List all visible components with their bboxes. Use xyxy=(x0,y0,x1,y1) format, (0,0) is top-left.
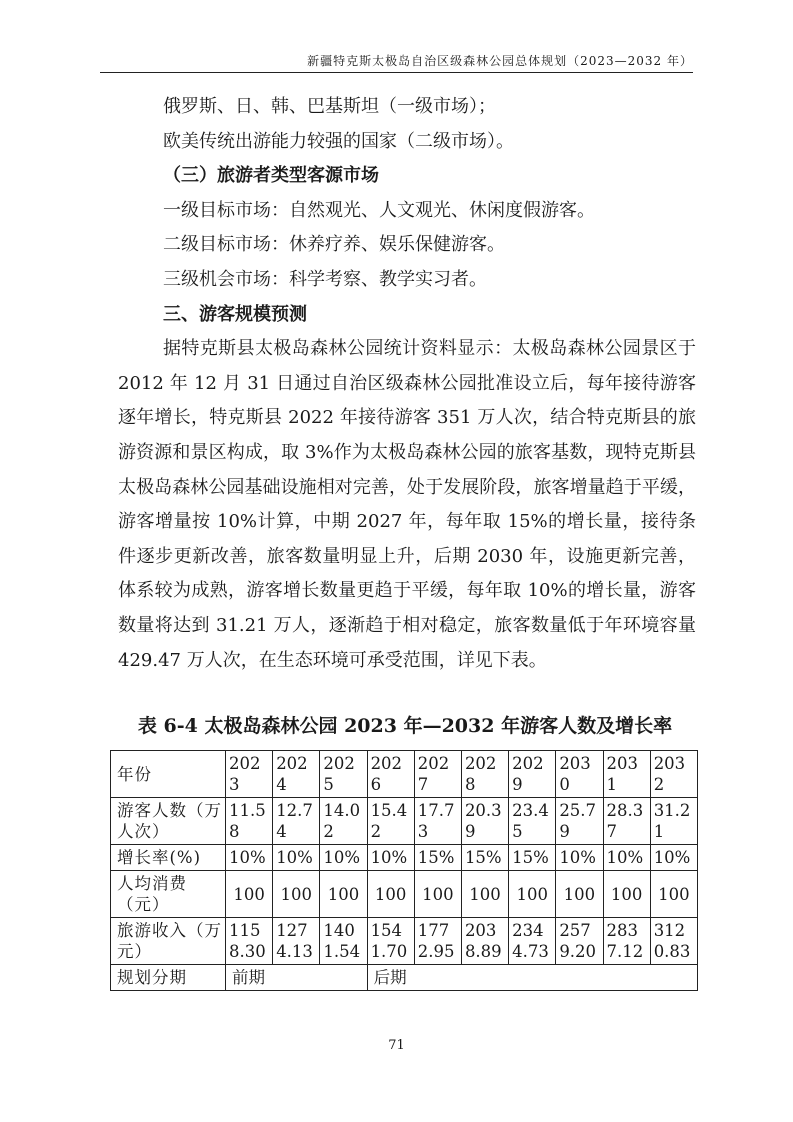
row-year xyxy=(111,751,698,798)
table-cell: 2031 xyxy=(603,751,650,798)
table-cell: 10% xyxy=(367,845,414,871)
table-cell: 100 xyxy=(320,871,367,918)
table-cell: 100 xyxy=(603,871,650,918)
table-cell: 100 xyxy=(226,871,273,918)
row-tourism-revenue xyxy=(111,918,698,965)
table-cell: 100 xyxy=(414,871,461,918)
forecast-paragraph: 据特克斯县太极岛森林公园统计资料显示：太极岛森林公园景区于 2012 年 12 月 31 日通过自治区级森林公园批准设立后，每年接待游客逐年增长，特克斯县 2022 年接待游客 351 万人次，结合特克斯县的旅游资源和景区构成，取 3%作为太极岛森林公园的旅客基数，现特克斯县太极岛森林公园基础设施相对完善，处于发展阶段，旅客增量趋于平缓，游客增量按 10%计算，中期 2027 年，每年取 15%的增长量，接待条件逐步更新改善，旅客数量明显上升，后期 2030 年，设施更新完善，体系较为成熟，游客增长数量更趋于平缓，每年取 10%的增长量，游客数量将达到 31.21 万人，逐渐趋于相对稳定，旅客数量低于年环境容量 429.47 万人次，在生态环境可承受范围，详见下表。 xyxy=(118,338,696,671)
row-per-capita-spending xyxy=(111,871,698,918)
row-planning-period xyxy=(111,965,698,991)
table-cell: 10% xyxy=(273,845,320,871)
table-cell: 100 xyxy=(461,871,508,918)
page-body xyxy=(118,90,696,678)
table-cell: 2023 xyxy=(226,751,273,798)
table-cell: 2030 xyxy=(556,751,603,798)
table-cell: 15% xyxy=(414,845,461,871)
table-cell: 10% xyxy=(603,845,650,871)
section-heading-forecast: 三、游客规模预测 xyxy=(163,303,307,325)
table-cell: 100 xyxy=(509,871,556,918)
table-cell: 1541.70 xyxy=(367,918,414,965)
table-cell: 2026 xyxy=(367,751,414,798)
period-early-cell: 前期 xyxy=(226,965,368,991)
table-cell: 2028 xyxy=(461,751,508,798)
table-cell: 10% xyxy=(320,845,367,871)
list-item-second-target: 二级目标市场：休养疗养、娱乐保健游客。 xyxy=(163,234,505,256)
table-cell: 15% xyxy=(461,845,508,871)
section-heading-tourist-type: （三）旅游者类型客源市场 xyxy=(163,165,379,187)
table-cell: 11.58 xyxy=(226,798,273,845)
table-cell: 23.45 xyxy=(509,798,556,845)
row-growth-rate xyxy=(111,845,698,871)
row-label: 游客人数（万人次） xyxy=(111,798,226,845)
table-cell: 2025 xyxy=(320,751,367,798)
row-label: 人均消费（元） xyxy=(111,871,226,918)
table-cell: 28.37 xyxy=(603,798,650,845)
paragraph-primary-market: 俄罗斯、日、韩、巴基斯坦（一级市场）； xyxy=(163,96,496,117)
list-item-first-target: 一级目标市场：自然观光、人文观光、休闲度假游客。 xyxy=(163,199,595,221)
table-cell: 15.42 xyxy=(367,798,414,845)
table-cell: 14.02 xyxy=(320,798,367,845)
row-label: 旅游收入（万元） xyxy=(111,918,226,965)
list-item-third-opportunity: 三级机会市场：科学考察、教学实习者。 xyxy=(163,268,487,290)
table-cell: 10% xyxy=(226,845,273,871)
table-cell: 2027 xyxy=(414,751,461,798)
table-cell: 2038.89 xyxy=(461,918,508,965)
visitor-forecast-table xyxy=(110,750,698,991)
row-label: 年份 xyxy=(111,751,226,798)
table-cell: 100 xyxy=(556,871,603,918)
table-cell: 100 xyxy=(650,871,697,918)
table-cell: 100 xyxy=(273,871,320,918)
table-cell: 25.79 xyxy=(556,798,603,845)
table-cell: 15% xyxy=(509,845,556,871)
table-cell: 20.39 xyxy=(461,798,508,845)
table-cell: 1401.54 xyxy=(320,918,367,965)
table-cell: 2837.12 xyxy=(603,918,650,965)
page-number: 71 xyxy=(388,1038,405,1053)
row-label: 规划分期 xyxy=(111,965,226,991)
table-cell: 2032 xyxy=(650,751,697,798)
row-visitors xyxy=(111,798,698,845)
table-cell: 12.74 xyxy=(273,798,320,845)
table-cell: 3120.83 xyxy=(650,918,697,965)
paragraph-secondary-market: 欧美传统出游能力较强的国家（二级市场）。 xyxy=(163,130,514,152)
table-cell: 10% xyxy=(650,845,697,871)
table-cell: 2344.73 xyxy=(509,918,556,965)
table-cell: 2024 xyxy=(273,751,320,798)
table-cell: 10% xyxy=(556,845,603,871)
header-rule xyxy=(100,72,693,73)
table-cell: 17.73 xyxy=(414,798,461,845)
table-cell: 31.21 xyxy=(650,798,697,845)
table-cell: 1158.30 xyxy=(226,918,273,965)
table-cell: 1772.95 xyxy=(414,918,461,965)
page-header: 新疆特克斯太极岛自治区级森林公园总体规划（2023—2032 年） xyxy=(307,54,693,68)
row-label: 增长率(%) xyxy=(111,845,226,871)
table-cell: 2579.20 xyxy=(556,918,603,965)
table-cell: 1274.13 xyxy=(273,918,320,965)
table-caption: 表 6-4 太极岛森林公园 2023 年—2032 年游客人数及增长率 xyxy=(137,715,673,737)
table-cell: 2029 xyxy=(509,751,556,798)
period-late-cell: 后期 xyxy=(367,965,697,991)
table-cell: 100 xyxy=(367,871,414,918)
